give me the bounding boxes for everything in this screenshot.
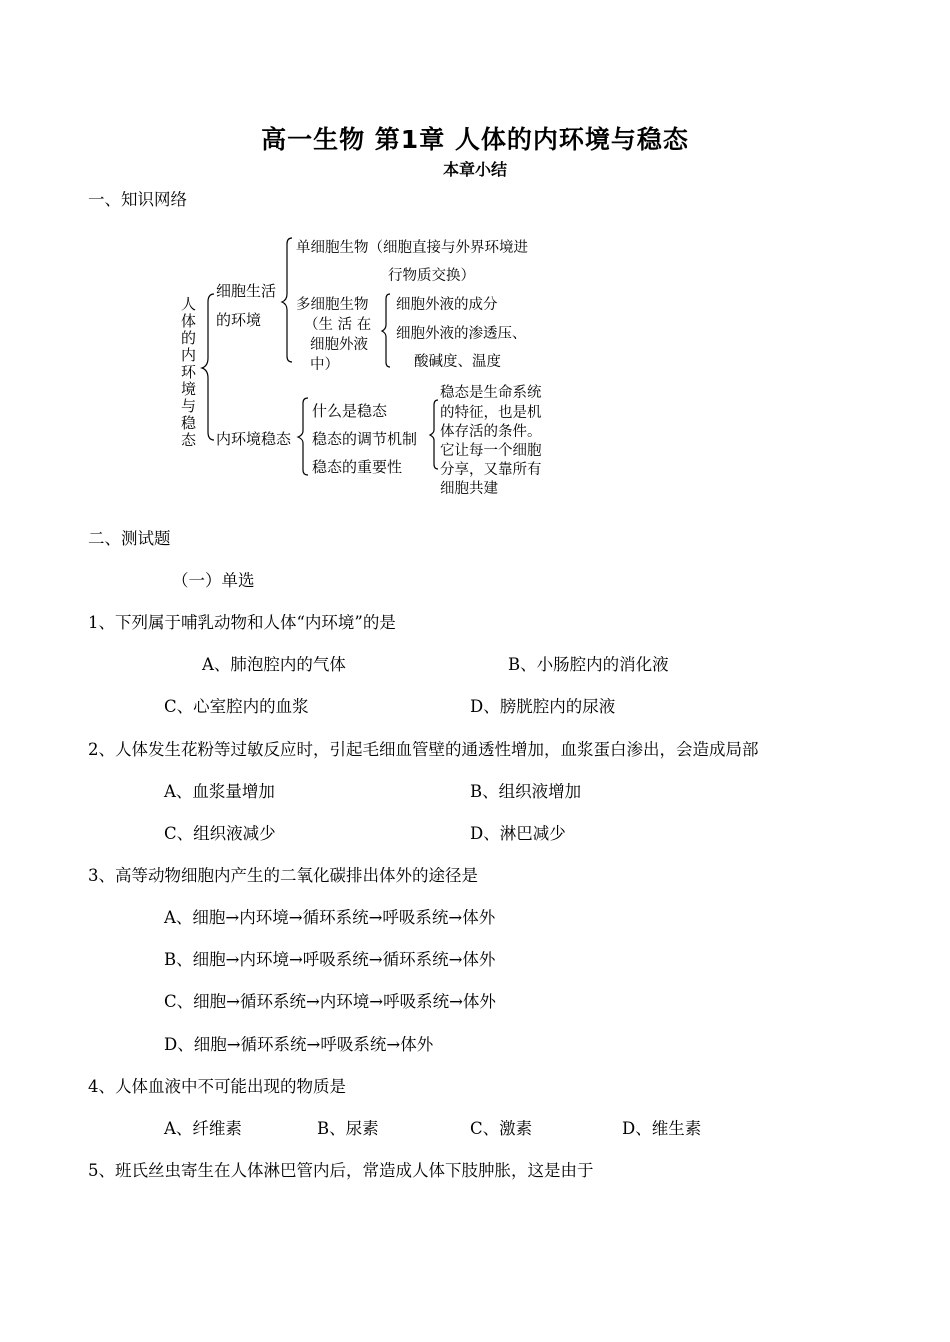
ecf-osmotic: 细胞外液的渗透压、	[396, 326, 527, 342]
question-1-option-b: B、小肠腔内的消化液	[508, 655, 669, 674]
branch2-label: 内环境稳态	[216, 430, 292, 448]
note-line4: 它让每一个细胞	[440, 443, 542, 459]
question-2-option-a: A、血浆量增加	[164, 782, 275, 801]
question-4-option-d: D、维生素	[622, 1119, 702, 1138]
question-3-stem: 3、高等动物细胞内产生的二氧化碳排出体外的途径是	[88, 866, 478, 885]
question-2-stem: 2、人体发生花粉等过敏反应时，引起毛细血管壁的通透性增加，血浆蛋白渗出，会造成局部	[88, 740, 759, 759]
note-line1: 稳态是生命系统	[440, 385, 542, 401]
ecf-ph-temp: 酸碱度、温度	[414, 354, 501, 370]
question-1-option-c: C、心室腔内的血浆	[164, 697, 309, 716]
question-4-option-a: A、纤维素	[164, 1119, 242, 1138]
question-1-option-d: D、膀胱腔内的尿液	[470, 697, 616, 716]
branch1-label-line1: 细胞生活	[216, 282, 277, 300]
note-line2: 的特征，也是机	[440, 405, 542, 421]
question-3-option-c: C、细胞→循环系统→内环境→呼吸系统→体外	[164, 992, 496, 1011]
multi-cell-line2: （生 活 在	[304, 317, 372, 333]
multi-cell-line1: 多细胞生物	[296, 297, 369, 313]
ecf-brace	[380, 292, 394, 370]
diagram-root-label: 人体的内环境与稳态	[181, 295, 197, 449]
subsection-single-choice: （一）单选	[172, 571, 255, 590]
branch1-brace	[280, 236, 296, 366]
homeostasis-importance: 稳态的重要性	[312, 458, 403, 476]
question-3-option-b: B、细胞→内环境→呼吸系统→循环系统→体外	[164, 950, 496, 969]
section-heading-knowledge-network: 一、知识网络	[88, 190, 187, 209]
question-5-stem: 5、班氏丝虫寄生在人体淋巴管内后，常造成人体下肢肿胀，这是由于	[88, 1161, 594, 1180]
question-3-option-d: D、细胞→循环系统→呼吸系统→体外	[164, 1035, 434, 1054]
note-line3: 体存活的条件。	[440, 424, 542, 440]
page-title: 高一生物 第1章 人体的内环境与稳态	[261, 125, 689, 154]
branch2-brace	[296, 396, 312, 478]
question-3-option-a: A、细胞→内环境→循环系统→呼吸系统→体外	[164, 908, 496, 927]
question-2-option-d: D、淋巴减少	[470, 824, 566, 843]
question-4-option-c: C、激素	[470, 1119, 533, 1138]
question-2-option-b: B、组织液增加	[470, 782, 582, 801]
single-cell-line2: 行物质交换）	[388, 268, 475, 284]
branch1-label-line2: 的环境	[216, 311, 262, 329]
page-subtitle: 本章小结	[442, 160, 507, 179]
question-2-option-c: C、组织液减少	[164, 824, 276, 843]
multi-cell-line4: 中）	[310, 357, 339, 373]
multi-cell-line3: 细胞外液	[310, 337, 368, 353]
single-cell-line1: 单细胞生物（细胞直接与外界环境进	[296, 240, 528, 256]
homeostasis-what: 什么是稳态	[312, 402, 388, 420]
question-1-stem: 1、下列属于哺乳动物和人体“内环境”的是	[88, 613, 396, 632]
note-line6: 细胞共建	[440, 481, 498, 497]
note-line5: 分享，又靠所有	[440, 462, 542, 478]
question-4-stem: 4、人体血液中不可能出现的物质是	[88, 1077, 346, 1096]
question-1-option-a: A、肺泡腔内的气体	[202, 655, 346, 674]
homeostasis-regulation: 稳态的调节机制	[312, 430, 418, 448]
section-heading-test: 二、测试题	[88, 529, 171, 548]
ecf-composition: 细胞外液的成分	[396, 297, 498, 313]
question-4-option-b: B、尿素	[317, 1119, 379, 1138]
